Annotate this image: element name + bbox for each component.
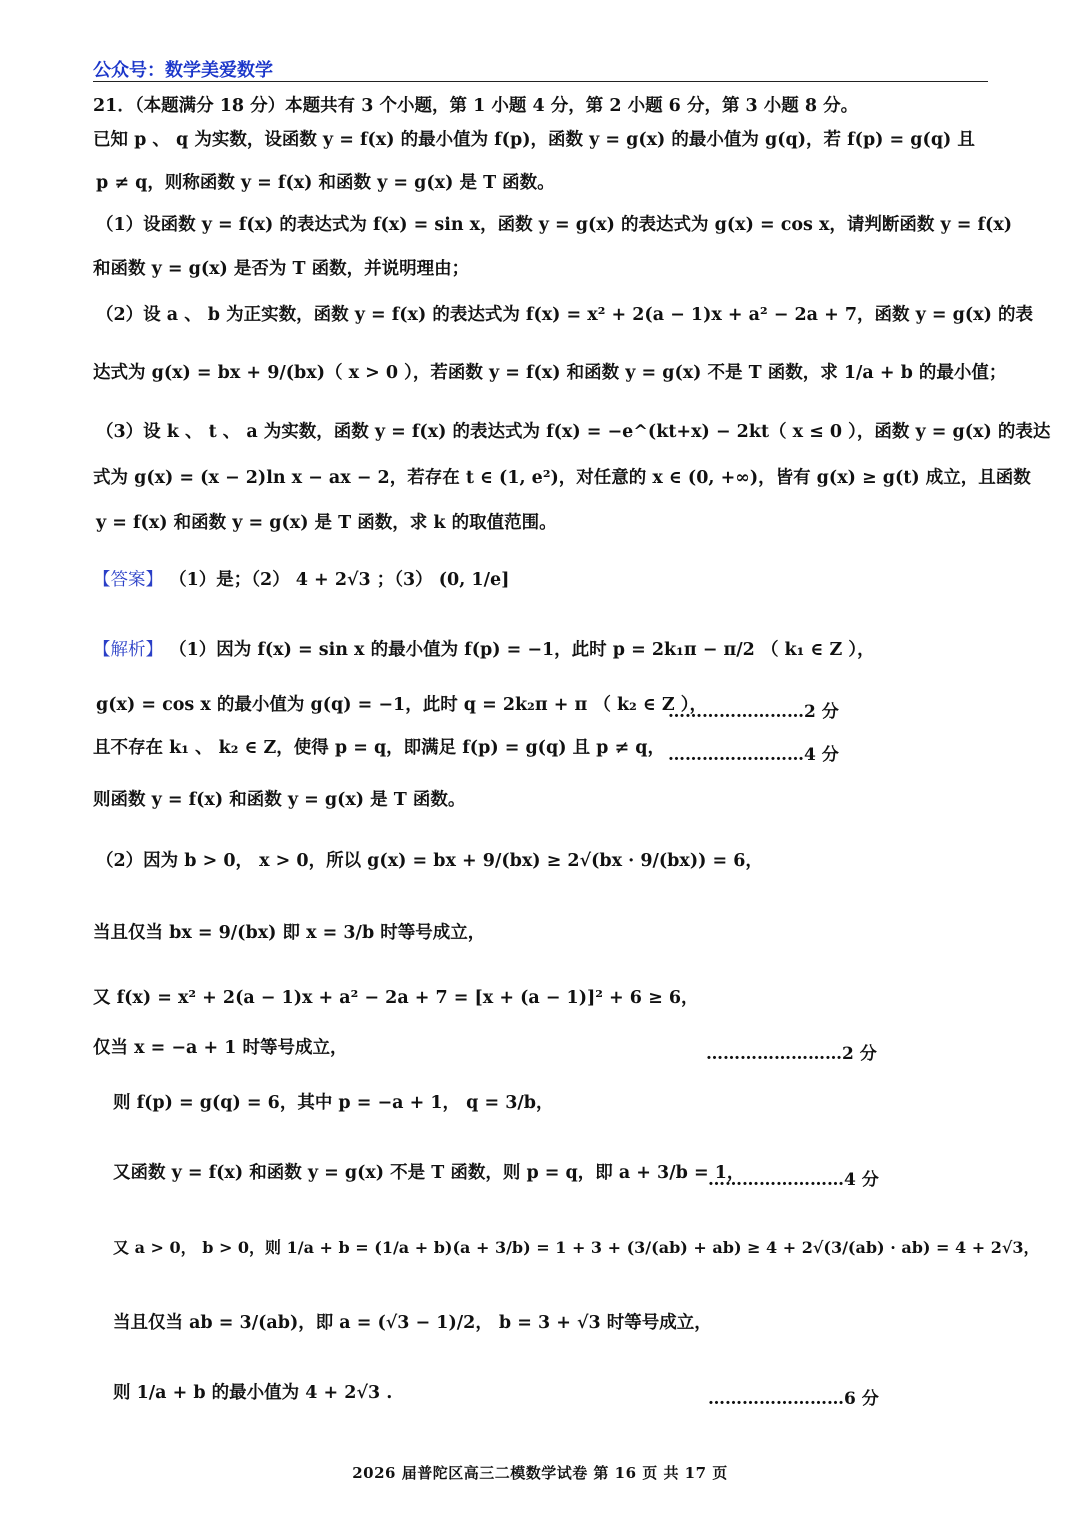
analysis-line: 且不存在 k₁ 、 k₂ ∈ Z，使得 p = q，即满足 f(p) = g(q) 且 p ≠ q， (93, 738, 665, 758)
analysis-tag: 【解析】 (93, 640, 163, 660)
problem-line: y = f(x) 和函数 y = g(x) 是 T 函数，求 k 的取值范围。 (96, 513, 557, 533)
score-marker: ……………………2 分 (668, 702, 839, 722)
problem-line: （1）设函数 y = f(x) 的表达式为 f(x) = sin x，函数 y = g(x) 的表达式为 g(x) = cos x，请判断函数 y = f(x) (96, 215, 1013, 235)
analysis-line: g(x) = cos x 的最小值为 g(q) = −1，此时 q = 2k₂π + π （ k₂ ∈ Z ）， (96, 695, 708, 715)
answer-line (93, 570, 509, 592)
analysis-line: （2）因为 b > 0， x > 0，所以 g(x) = bx + 9/(bx) ≥ 2√(bx · 9/(bx)) = 6， (96, 851, 763, 871)
analysis-line: 仅当 x = −a + 1 时等号成立， (93, 1038, 348, 1058)
analysis-line: 又 a > 0， b > 0，则 1/a + b = (1/a + b)(a + 3/b) = 1 + 3 + (3/(ab) + ab) ≥ 4 + 2√(3/(ab) · ab) = 4 + 2√3， (113, 1238, 1040, 1257)
analysis-line: 则函数 y = f(x) 和函数 y = g(x) 是 T 函数。 (93, 790, 466, 810)
answer-tag: 【答案】 (93, 570, 163, 590)
page-footer: 2026 届普陀区高三二模数学试卷 第 16 页 共 17 页 (352, 1464, 728, 1482)
analysis-line: 又 f(x) = x² + 2(a − 1)x + a² − 2a + 7 = [x + (a − 1)]² + 6 ≥ 6， (93, 988, 699, 1008)
score-marker: ……………………2 分 (706, 1044, 877, 1064)
problem-line: 式为 g(x) = (x − 2)ln x − ax − 2，若存在 t ∈ (1, e²)，对任意的 x ∈ (0, +∞)，皆有 g(x) ≥ g(t) 成立，且函数 (93, 468, 1031, 488)
score-marker: ……………………4 分 (668, 745, 839, 765)
analysis-line (93, 640, 875, 662)
problem-line: p ≠ q，则称函数 y = f(x) 和函数 y = g(x) 是 T 函数。 (96, 173, 555, 193)
account-header: 公众号：数学美爱数学 (93, 60, 273, 81)
analysis-line: 当且仅当 ab = 3/(ab)，即 a = (√3 − 1)/2， b = 3 + √3 时等号成立， (113, 1313, 712, 1333)
answer-text: （1）是；（2） 4 + 2√3 ；（3） (0, 1/e] (169, 570, 510, 590)
analysis-text: （1）因为 f(x) = sin x 的最小值为 f(p) = −1，此时 p = 2k₁π − π/2 （ k₁ ∈ Z ）， (169, 640, 875, 660)
analysis-line: 则 f(p) = g(q) = 6，其中 p = −a + 1， q = 3/b， (113, 1093, 554, 1113)
problem-line: 和函数 y = g(x) 是否为 T 函数，并说明理由； (93, 259, 470, 279)
problem-title: 21．（本题满分 18 分）本题共有 3 个小题，第 1 小题 4 分，第 2 小题 6 分，第 3 小题 8 分。 (93, 96, 859, 116)
problem-line: 已知 p 、 q 为实数，设函数 y = f(x) 的最小值为 f(p)，函数 y = g(x) 的最小值为 g(q)，若 f(p) = g(q) 且 (93, 130, 975, 150)
problem-line: （3）设 k 、 t 、 a 为实数，函数 y = f(x) 的表达式为 f(x) = −e^(kt+x) − 2kt（ x ≤ 0 ），函数 y = g(x) 的表达 (96, 422, 1051, 442)
score-marker: ……………………4 分 (708, 1170, 879, 1190)
problem-line: 达式为 g(x) = bx + 9/(bx)（ x > 0 ），若函数 y = f(x) 和函数 y = g(x) 不是 T 函数，求 1/a + b 的最小值； (93, 363, 1007, 383)
problem-line: （2）设 a 、 b 为正实数，函数 y = f(x) 的表达式为 f(x) = x² + 2(a − 1)x + a² − 2a + 7，函数 y = g(x) 的表 (96, 305, 1033, 325)
score-marker: ……………………6 分 (708, 1389, 879, 1409)
analysis-line: 则 1/a + b 的最小值为 4 + 2√3 . (113, 1383, 393, 1403)
analysis-line: 又函数 y = f(x) 和函数 y = g(x) 不是 T 函数，则 p = q，即 a + 3/b = 1， (113, 1163, 745, 1183)
analysis-line: 当且仅当 bx = 9/(bx) 即 x = 3/b 时等号成立， (93, 923, 486, 943)
header-rule (93, 81, 988, 82)
